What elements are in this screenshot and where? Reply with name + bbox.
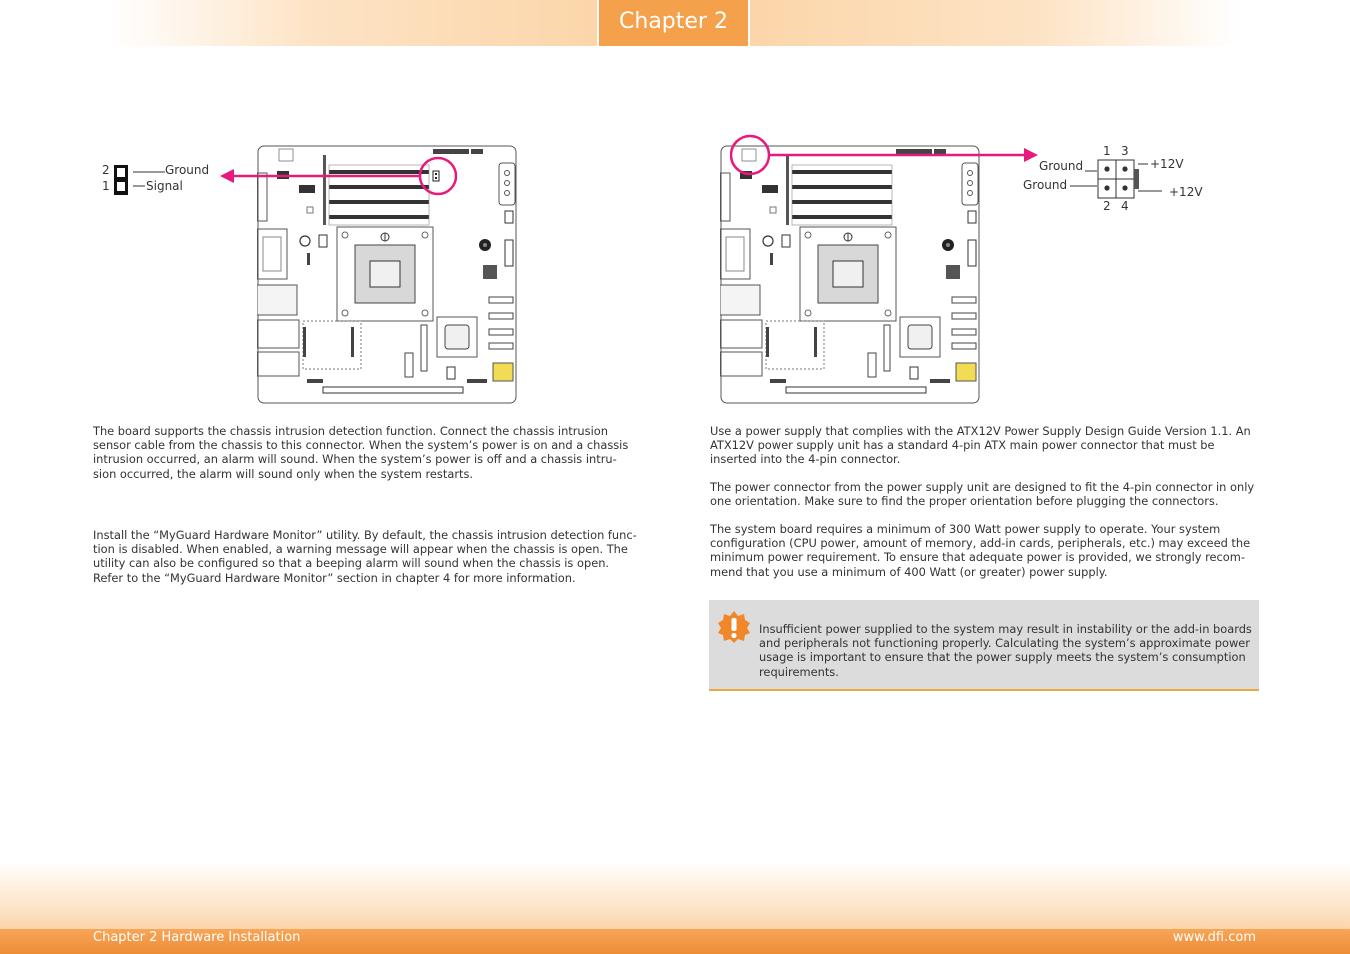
power-highlight-overlay (730, 132, 1045, 182)
pin-number-2: 2 (1103, 199, 1111, 213)
footer-section-title: Chapter 2 Hardware Installation (93, 930, 301, 945)
pin-number-4: 4 (1121, 199, 1129, 213)
footer-band (0, 862, 1350, 932)
pin-label-12v-bottom: +12V (1169, 185, 1203, 199)
pin-label-signal: Signal (146, 179, 183, 193)
intrusion-highlight-overlay (210, 150, 470, 200)
pin-label-12v-top: +12V (1150, 157, 1184, 171)
chassis-intrusion-description (93, 424, 638, 481)
power-requirement-description (710, 522, 1262, 579)
paragraph: The board supports the chassis intrusion detection function. Connect the chassis intrusion sensor cable from the chassis to this connector. When the system’s power is on and a chassis intrusion occurred, an alarm will sound. When the system’s power is off and a chassis intru-sion occurred, the alarm will sound only when the system restarts. (93, 424, 629, 481)
chapter-tab: Chapter 2 (597, 0, 750, 46)
pin-number-1: 1 (1103, 144, 1111, 158)
power-supply-description (710, 424, 1262, 467)
warning-icon (717, 610, 751, 644)
caution-note (709, 600, 1259, 691)
paragraph: Install the “MyGuard Hardware Monitor” utility. By default, the chassis intrusion detection func-tion is disabled. When enabled, a warning message will appear when the chassis is open. The utility can also be configured so that a beeping alarm will sound when the chassis is open. Refer to the “MyGuard Hardware Monitor” section in chapter 4 for more information. (93, 528, 637, 585)
connector-orientation-description (710, 480, 1262, 508)
paragraph: The system board requires a minimum of 300 Watt power supply to operate. Your system configuration (CPU power, amount of memory, add-in cards, peripherals, etc.) may exceed the minimum power requirement. To ensure that adequate power is provided, we strongly recom-mend that you use a minimum of 400 Watt (or greater) power supply. (710, 522, 1251, 579)
motherboard-diagram-right (720, 145, 982, 406)
paragraph: Use a power supply that complies with the ATX12V Power Supply Design Guide Version 1.1. An ATX12V power supply unit has a standard 4-pin ATX main power connector that must be inserted into the 4-pin connector. (710, 424, 1251, 467)
footer-website-link[interactable]: www.dfi.com (1172, 930, 1256, 945)
myguard-description (93, 528, 641, 585)
paragraph: The power connector from the power supply unit are designed to fit the 4-pin connector in only one orientation. Make sure to find the proper orientation before plugging the connectors. (710, 480, 1255, 509)
pin-label-ground: Ground (165, 163, 210, 177)
pin-label-ground-bottom: Ground (1023, 178, 1068, 192)
pin-number-1: 1 (102, 179, 110, 193)
pin-label-ground-top: Ground (1039, 159, 1084, 173)
pin-number-3: 3 (1121, 144, 1129, 158)
caution-text: Insufficient power supplied to the system may result in instability or the add-in boards and peripherals not functioning properly. Calculating the system’s approximate power usage is important to ensure that the power supply meets the system’s consumption requirements. (759, 622, 1252, 679)
two-pin-header-icon (113, 164, 131, 196)
pin-number-2: 2 (102, 163, 110, 177)
